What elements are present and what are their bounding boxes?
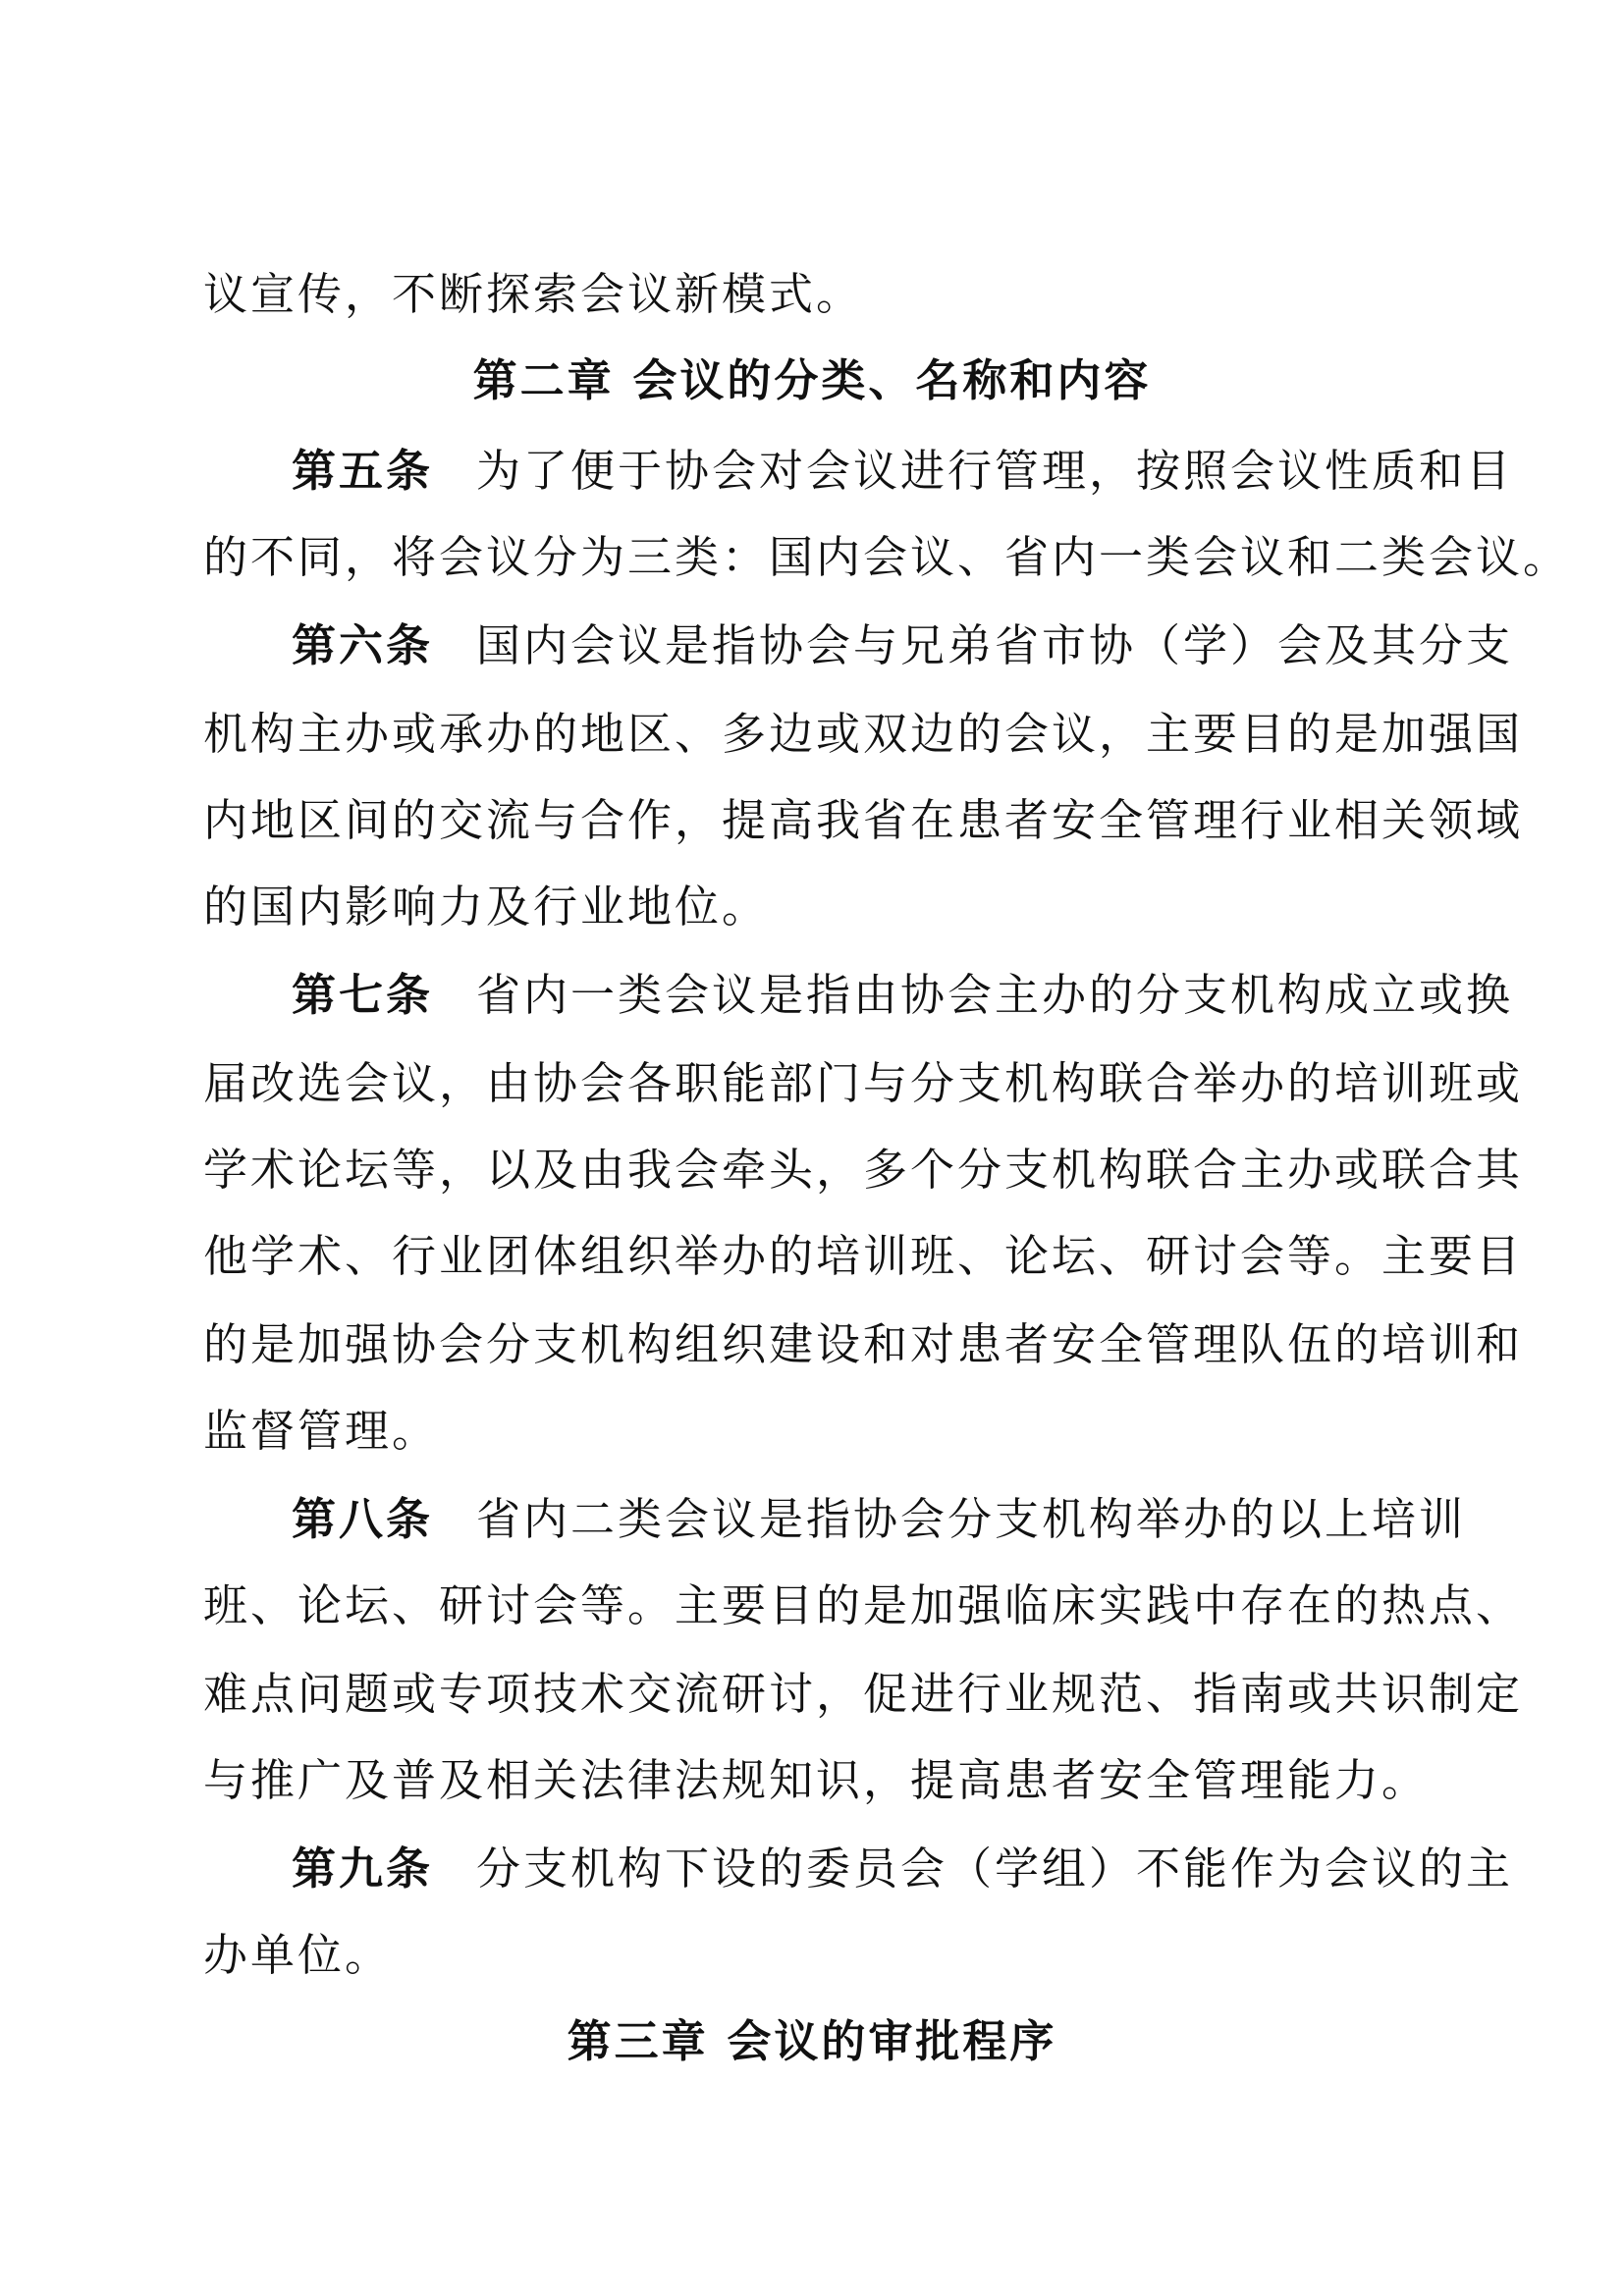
article-8-text: 省内二类会议是指协会分支机构举办的以上培训 [476, 1493, 1467, 1545]
article-6-text: 国内会议是指协会与兄弟省市协（学）会及其分支 [476, 619, 1514, 671]
article-9-text: 分支机构下设的委员会（学组）不能作为会议的主 [476, 1842, 1514, 1895]
article-8-line-3: 难点问题或专项技术交流研讨，促进行业规范、指南或共识制定 [203, 1668, 1524, 1720]
article-6-line-1 [292, 616, 1514, 675]
paragraph-line: 议宣传，不断探索会议新模式。 [203, 268, 864, 320]
article-7-line-5: 的是加强协会分支机构组织建设和对患者安全管理队伍的培训和 [203, 1318, 1524, 1370]
article-7-label: 第七条 [292, 969, 434, 1021]
article-9-line-2: 办单位。 [203, 1929, 393, 1981]
article-7-line-6: 监督管理。 [203, 1405, 440, 1457]
article-7-line-3: 学术论坛等，以及由我会牵头，多个分支机构联合主办或联合其 [203, 1144, 1524, 1196]
article-8-line-2: 班、论坛、研讨会等。主要目的是加强临床实践中存在的热点、 [203, 1579, 1524, 1631]
article-6-label: 第六条 [292, 619, 434, 671]
article-6-line-4: 的国内影响力及行业地位。 [203, 881, 770, 933]
article-5-label: 第五条 [292, 445, 434, 497]
article-8-line-4: 与推广及普及相关法律法规知识，提高患者安全管理能力。 [203, 1754, 1430, 1806]
chapter-3-heading: 第三章 会议的审批程序 [567, 2015, 1057, 2067]
article-6-line-2: 机构主办或承办的地区、多边或双边的会议，主要目的是加强国 [203, 708, 1524, 760]
article-6-line-3: 内地区间的交流与合作，提高我省在患者安全管理行业相关领域 [203, 794, 1524, 846]
chapter-2-heading: 第二章 会议的分类、名称和内容 [472, 354, 1152, 406]
article-5-text: 为了便于协会对会议进行管理，按照会议性质和目 [476, 445, 1514, 497]
article-8-label: 第八条 [292, 1493, 434, 1545]
article-7-line-2: 届改选会议，由协会各职能部门与分支机构联合举办的培训班或 [203, 1057, 1524, 1109]
article-7-line-4: 他学术、行业团体组织举办的培训班、论坛、研讨会等。主要目 [203, 1230, 1524, 1282]
article-5-line-2: 的不同，将会议分为三类：国内会议、省内一类会议和二类会议。 [203, 531, 1571, 583]
article-9-line-1 [292, 1840, 1514, 1898]
article-8-line-1 [292, 1490, 1467, 1549]
article-7-text: 省内一类会议是指由协会主办的分支机构成立或换 [476, 969, 1514, 1021]
article-9-label: 第九条 [292, 1842, 434, 1895]
article-5-line-1 [292, 442, 1514, 501]
article-7-line-1 [292, 966, 1514, 1025]
